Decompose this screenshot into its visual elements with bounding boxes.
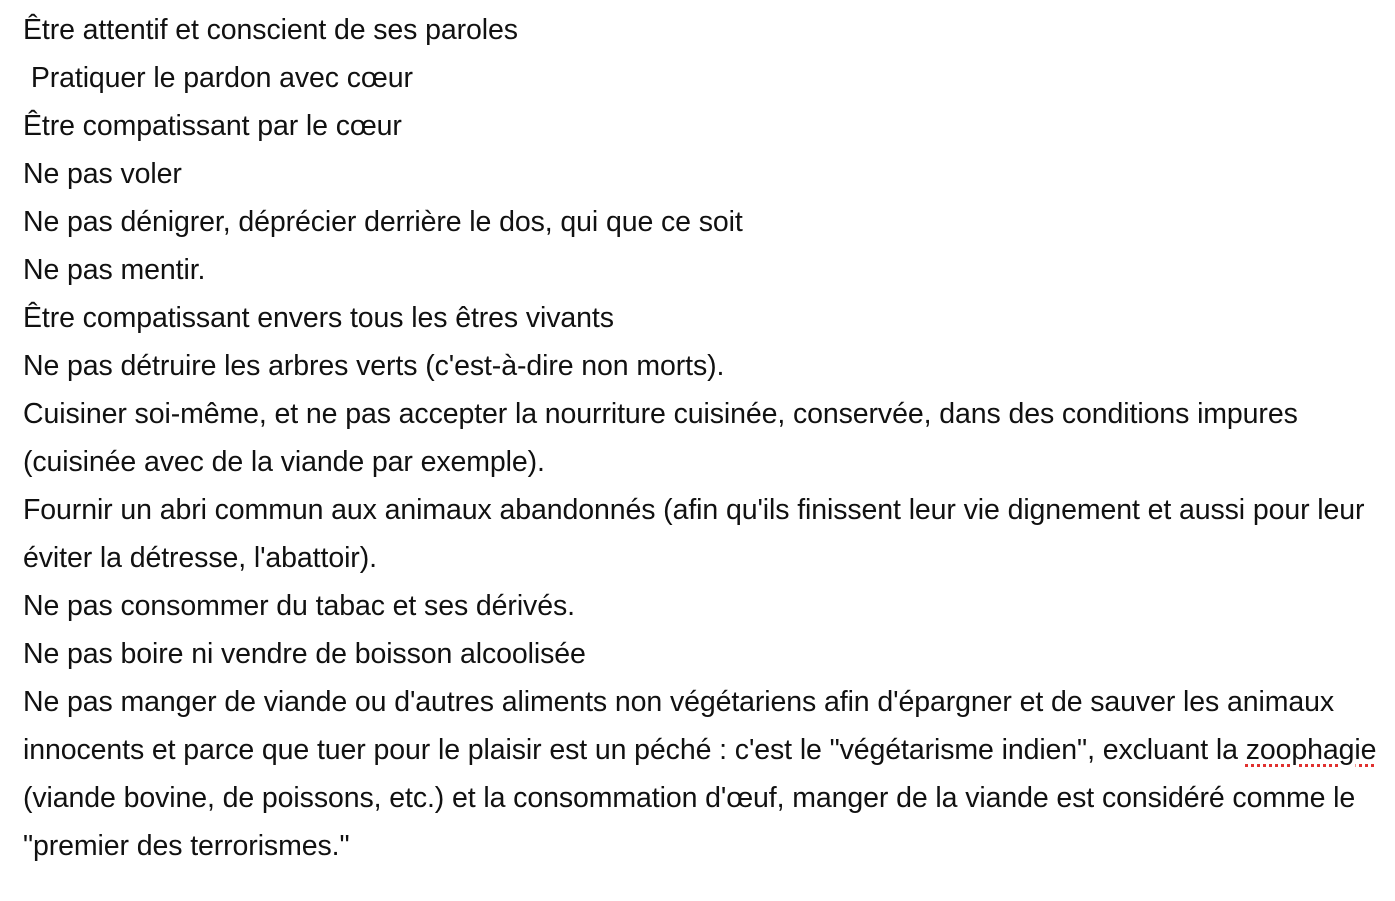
paragraph-13 — [23, 678, 1383, 870]
paragraph-9: Cuisiner soi-même, et ne pas accepter la nourriture cuisinée, conservée, dans des conditions impures (cuisinée avec de la viande par exemple). — [23, 398, 1306, 478]
paragraph-11: Ne pas consommer du tabac et ses dérivés. — [23, 590, 575, 622]
paragraph-8: Ne pas détruire les arbres verts (c'est-à-dire non morts). — [23, 350, 725, 382]
paragraph-4: Ne pas voler — [23, 158, 182, 190]
paragraph-3: Être compatissant par le cœur — [23, 110, 402, 142]
paragraph-1: Être attentif et conscient de ses paroles — [23, 14, 518, 46]
spellcheck-flagged-word[interactable]: zoophagie — [1245, 734, 1377, 766]
paragraph-7: Être compatissant envers tous les êtres vivants — [23, 302, 614, 334]
paragraph-6: Ne pas mentir. — [23, 254, 206, 286]
paragraph-5: Ne pas dénigrer, déprécier derrière le dos, qui que ce soit — [23, 206, 743, 238]
paragraph-10: Fournir un abri commun aux animaux abandonnés (afin qu'ils finissent leur vie dignement et aussi pour leur éviter la détresse, l'abattoir). — [23, 494, 1373, 574]
paragraph-13-text-after: (viande bovine, de poissons, etc.) et la consommation d'œuf, manger de la viande est considéré comme le "premier des terrorismes." — [23, 734, 1385, 862]
paragraph-12: Ne pas boire ni vendre de boisson alcoolisée — [23, 638, 586, 670]
document-body[interactable] — [23, 6, 1383, 870]
paragraph-2: Pratiquer le pardon avec cœur — [23, 62, 413, 94]
paragraph-13-text-before: Ne pas manger de viande ou d'autres aliments non végétariens afin d'épargner et de sauver les animaux innocents et parce que tuer pour le plaisir est un péché : c'est le "végétarisme indien", excluant la — [23, 686, 1342, 766]
